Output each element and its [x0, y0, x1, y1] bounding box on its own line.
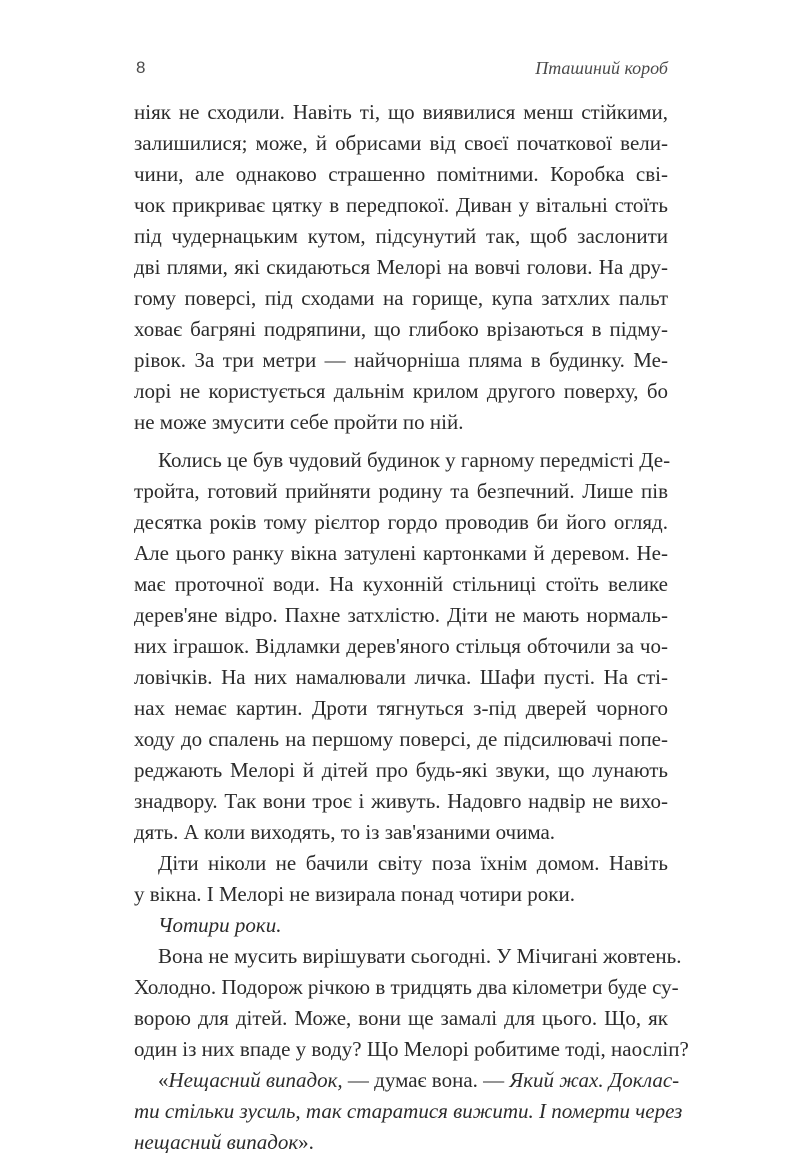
paragraph: [134, 910, 668, 941]
italic-text: нещасний випадок: [134, 1130, 299, 1154]
text-line: тройта, готовий прийняти родину та безпечний. Лише пів: [134, 479, 668, 503]
text-line: знадвору. Так вони троє і живуть. Надовго надвір не вихо-: [134, 789, 668, 813]
text-line: у вікна. І Мелорі не визирала понад чотири роки.: [134, 882, 575, 906]
italic-text: Нещасний випадок,: [168, 1068, 343, 1092]
text-line: Холодно. Подорож річкою в тридцять два кілометри буде су-: [134, 975, 679, 999]
text-line: Але цього ранку вікна затулені картонками й деревом. Не-: [134, 541, 668, 565]
paragraph: [134, 848, 668, 910]
text-line: ховає багряні подряпини, що глибоко врізаються в підму-: [134, 317, 668, 341]
paragraph: [134, 1065, 683, 1158]
text-line: ловічків. На них намалювали личка. Шафи пусті. На сті-: [134, 665, 668, 689]
text-line: має проточної води. На кухонній стільниці стоїть велике: [134, 572, 668, 596]
quote-mark: «: [158, 1068, 169, 1092]
italic-text: Який жах. Доклас-: [509, 1068, 680, 1092]
text-line: дві плями, які скидаються Мелорі на вовчі голови. На дру-: [134, 255, 668, 279]
text-line: десятка років тому рієлтор гордо проводив би його огляд.: [134, 510, 668, 534]
text-line: них іграшок. Відламки дерев'яного стільця обточили за чо-: [134, 634, 668, 658]
text-line: під чудернацьким кутом, підсунутий так, щоб заслонити: [134, 224, 668, 248]
page-number: 8: [136, 58, 146, 77]
text-line: залишилися; може, й обрисами від своєї початкової вели-: [134, 131, 668, 155]
text-line: [134, 1127, 668, 1158]
text-line: [134, 1065, 680, 1096]
body-text: [134, 97, 689, 1158]
text-line: Чотири роки.: [158, 913, 282, 937]
text-line: гому поверсі, під сходами на горище, купа затхлих пальт: [134, 286, 668, 310]
text-line: один із них впаде у воду? Що Мелорі робитиме тоді, наосліп?: [134, 1037, 689, 1061]
paragraph: [134, 941, 689, 1065]
page-header: [134, 58, 668, 82]
text-line: чини, але однаково страшенно помітними. Коробка сві-: [134, 162, 668, 186]
running-title: Пташиний короб: [535, 58, 668, 78]
text-line: чок прикриває цятку в передпокої. Диван у вітальні стоїть: [134, 193, 668, 217]
paragraph: [134, 445, 671, 848]
text-line: нах немає картин. Дроти тягнуться з-під дверей чорного: [134, 696, 668, 720]
text-line: реджають Мелорі й дітей про будь-які звуки, що лунають: [134, 758, 668, 782]
text-line: ворою для дітей. Може, вони ще замалі для цього. Що, як: [134, 1006, 668, 1030]
text-line: лорі не користується дальнім крилом другого поверху, бо: [134, 379, 668, 403]
quote-mark: ».: [298, 1130, 314, 1154]
text-line: Колись це був чудовий будинок у гарному передмісті Де-: [158, 448, 671, 472]
paragraph: [134, 97, 668, 438]
text-line: ти стільки зусиль, так старатися вижити. І померти через: [134, 1099, 683, 1123]
text-line: дять. А коли виходять, то із зав'язаними очима.: [134, 820, 556, 844]
text-line: дерев'яне відро. Пахне затхлістю. Діти не мають нормаль-: [134, 603, 668, 627]
plain-text: — думає вона. —: [342, 1068, 510, 1092]
text-line: Вона не мусить вирішувати сьогодні. У Мічигані жовтень.: [158, 944, 682, 968]
text-line: ходу до спалень на першому поверсі, де підсилювачі попе-: [134, 727, 668, 751]
text-line: ніяк не сходили. Навіть ті, що виявилися менш стійкими,: [134, 100, 668, 124]
text-line: рівок. За три метри — найчорніша пляма в будинку. Ме-: [134, 348, 668, 372]
text-line: Діти ніколи не бачили світу поза їхнім домом. Навіть: [158, 851, 668, 875]
text-line: не може змусити себе пройти по ній.: [134, 410, 464, 434]
